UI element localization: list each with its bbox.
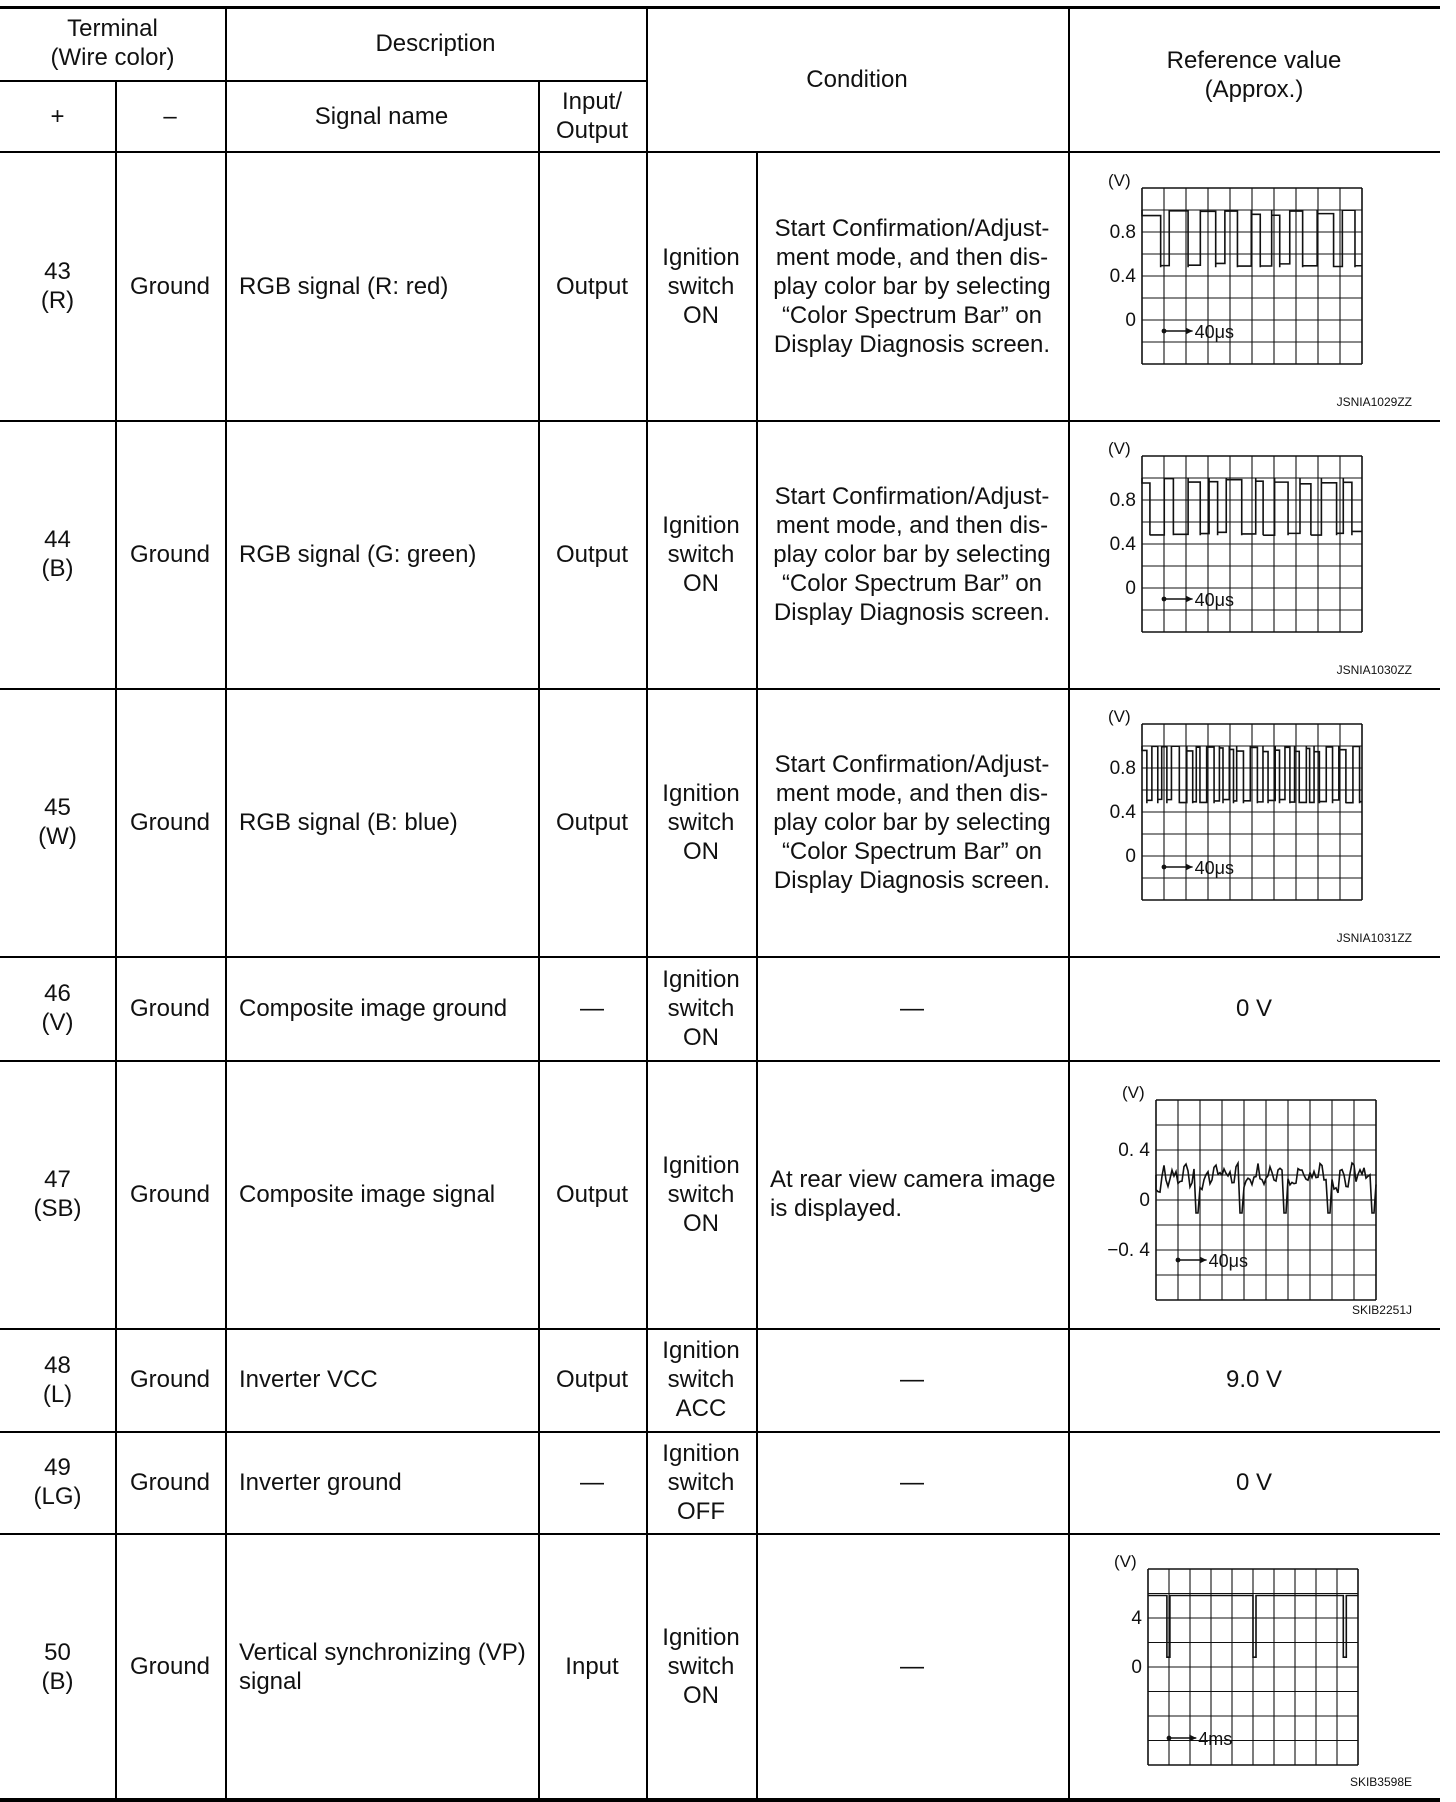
condition-text: —: [900, 1653, 924, 1680]
ignition-condition: Ignition switch OFF: [662, 1439, 740, 1525]
signal-name: Composite image ground: [239, 994, 508, 1022]
input-output: Output: [555, 1180, 629, 1208]
terminal-number: 49 (LG): [33, 1454, 82, 1510]
input-output: Output: [555, 272, 629, 300]
figure-code: SKIB2251J: [1351, 1303, 1412, 1317]
y-tick-label: 0: [1125, 846, 1136, 867]
condition-text: —: [900, 1366, 924, 1393]
y-tick-label: 0.8: [1109, 490, 1136, 511]
waveform-svg: [1090, 156, 1430, 416]
y-unit-label: (V): [1108, 171, 1131, 190]
header-condition: Condition: [806, 65, 908, 93]
header-input-output: Input/ Output: [555, 88, 629, 144]
waveform-chart: [1090, 424, 1430, 684]
time-marker-start: [1162, 865, 1167, 870]
figure-code: JSNIA1029ZZ: [1336, 395, 1412, 409]
time-scale-label: 40μs: [1194, 322, 1235, 342]
ignition-condition: Ignition switch ON: [662, 779, 740, 865]
waveform-svg: [1090, 692, 1430, 952]
y-unit-label: (V): [1108, 707, 1131, 726]
time-marker-start: [1176, 1258, 1181, 1263]
time-marker-arrow: [1186, 596, 1193, 603]
y-tick-label: −0. 4: [1107, 1240, 1150, 1261]
signal-name: RGB signal (R: red): [239, 272, 449, 300]
signal-name: Inverter VCC: [239, 1366, 378, 1393]
terminal-minus: Ground: [129, 808, 211, 836]
signal-name: Composite image signal: [239, 1180, 496, 1208]
reference-value: 0 V: [1235, 1468, 1273, 1496]
input-output: Output: [555, 540, 629, 568]
y-tick-label: 0. 4: [1118, 1140, 1150, 1161]
time-marker-arrow: [1200, 1257, 1207, 1264]
header-minus: –: [163, 102, 177, 130]
header-terminal: Terminal (Wire color): [50, 15, 175, 71]
ignition-condition: Ignition switch ON: [662, 243, 740, 329]
header-signal-name: Signal name: [314, 102, 449, 130]
terminal-minus: Ground: [129, 540, 211, 568]
terminal-number: 50 (B): [41, 1638, 74, 1695]
waveform-svg: [1090, 1064, 1430, 1324]
signal-name: RGB signal (B: blue): [239, 808, 458, 836]
time-marker-start: [1162, 329, 1167, 334]
y-unit-label: (V): [1114, 1552, 1137, 1571]
y-tick-label: 0.4: [1109, 534, 1136, 555]
terminal-minus: Ground: [129, 272, 211, 300]
condition-text: At rear view camera image is displayed.: [770, 1166, 1056, 1222]
y-tick-label: 0.4: [1109, 266, 1136, 287]
terminal-minus: Ground: [129, 994, 211, 1022]
y-tick-label: 0.8: [1109, 758, 1136, 779]
time-marker-start: [1162, 597, 1167, 602]
figure-code: JSNIA1031ZZ: [1336, 931, 1412, 945]
ignition-condition: Ignition switch ON: [662, 511, 740, 597]
y-tick-label: 0: [1125, 310, 1136, 331]
terminal-minus: Ground: [129, 1180, 211, 1208]
condition-text: Start Confirmation/Adjust- ment mode, and then dis- play color bar by selecting “Color Spectrum Bar” on Display Diagnosis screen.: [773, 482, 1051, 626]
terminal-number: 46 (V): [41, 980, 74, 1036]
condition-text: Start Confirmation/Adjust- ment mode, and then dis- play color bar by selecting “Color Spectrum Bar” on Display Diagnosis screen.: [773, 214, 1051, 358]
terminal-minus: Ground: [129, 1366, 211, 1393]
reference-value: 0 V: [1235, 994, 1273, 1022]
input-output: —: [580, 994, 604, 1022]
terminal-number: 47 (SB): [33, 1166, 82, 1222]
y-unit-label: (V): [1122, 1083, 1145, 1102]
signal-name: Inverter ground: [239, 1468, 402, 1496]
waveform-chart: [1090, 1064, 1430, 1324]
waveform-svg: [1090, 424, 1430, 684]
y-tick-label: 0: [1125, 578, 1136, 599]
y-tick-label: 0: [1139, 1190, 1150, 1211]
y-tick-label: 0: [1131, 1657, 1142, 1678]
header-plus: +: [50, 102, 65, 130]
ignition-condition: Ignition switch ACC: [662, 1337, 740, 1422]
input-output: Input: [565, 1653, 619, 1680]
waveform-chart: [1090, 1537, 1430, 1796]
y-unit-label: (V): [1108, 439, 1131, 458]
terminal-number: 45 (W): [38, 794, 77, 850]
signal-name: Vertical synchronizing (VP) signal: [239, 1638, 526, 1695]
time-scale-label: 40μs: [1194, 858, 1235, 878]
header-reference: Reference value (Approx.): [1166, 47, 1342, 103]
y-tick-label: 0.8: [1109, 222, 1136, 243]
time-scale-label: 40μs: [1208, 1251, 1249, 1271]
input-output: Output: [555, 808, 629, 836]
ignition-condition: Ignition switch ON: [662, 965, 740, 1051]
time-scale-label: 40μs: [1194, 590, 1235, 610]
figure-code: JSNIA1030ZZ: [1336, 663, 1412, 677]
y-tick-label: 4: [1131, 1608, 1142, 1629]
terminal-minus: Ground: [129, 1468, 211, 1496]
time-scale-label: 4ms: [1198, 1729, 1233, 1750]
signal-name: RGB signal (G: green): [239, 540, 477, 568]
waveform-trace: [1148, 1596, 1358, 1658]
terminal-number: 48 (L): [42, 1351, 73, 1408]
time-marker-start: [1167, 1736, 1172, 1741]
input-output: Output: [555, 1366, 629, 1393]
y-tick-label: 0.4: [1109, 802, 1136, 823]
terminal-number: 43 (R): [40, 258, 75, 314]
ignition-condition: Ignition switch ON: [662, 1624, 740, 1709]
terminal-minus: Ground: [129, 1653, 211, 1680]
waveform-svg: [1090, 1537, 1430, 1796]
input-output: —: [580, 1468, 604, 1496]
condition-text: —: [900, 994, 924, 1022]
time-marker-arrow: [1186, 328, 1193, 335]
condition-text: Start Confirmation/Adjust- ment mode, and then dis- play color bar by selecting “Color Spectrum Bar” on Display Diagnosis screen.: [773, 750, 1051, 894]
waveform-trace: [1142, 210, 1362, 267]
header-description: Description: [375, 29, 496, 57]
terminal-number: 44 (B): [41, 526, 74, 582]
figure-code: SKIB3598E: [1349, 1775, 1412, 1789]
waveform-chart: [1090, 156, 1430, 416]
ignition-condition: Ignition switch ON: [662, 1151, 740, 1237]
time-marker-arrow: [1186, 864, 1193, 871]
waveform-chart: [1090, 692, 1430, 952]
reference-value: 9.0 V: [1225, 1366, 1283, 1393]
condition-text: —: [900, 1468, 924, 1496]
